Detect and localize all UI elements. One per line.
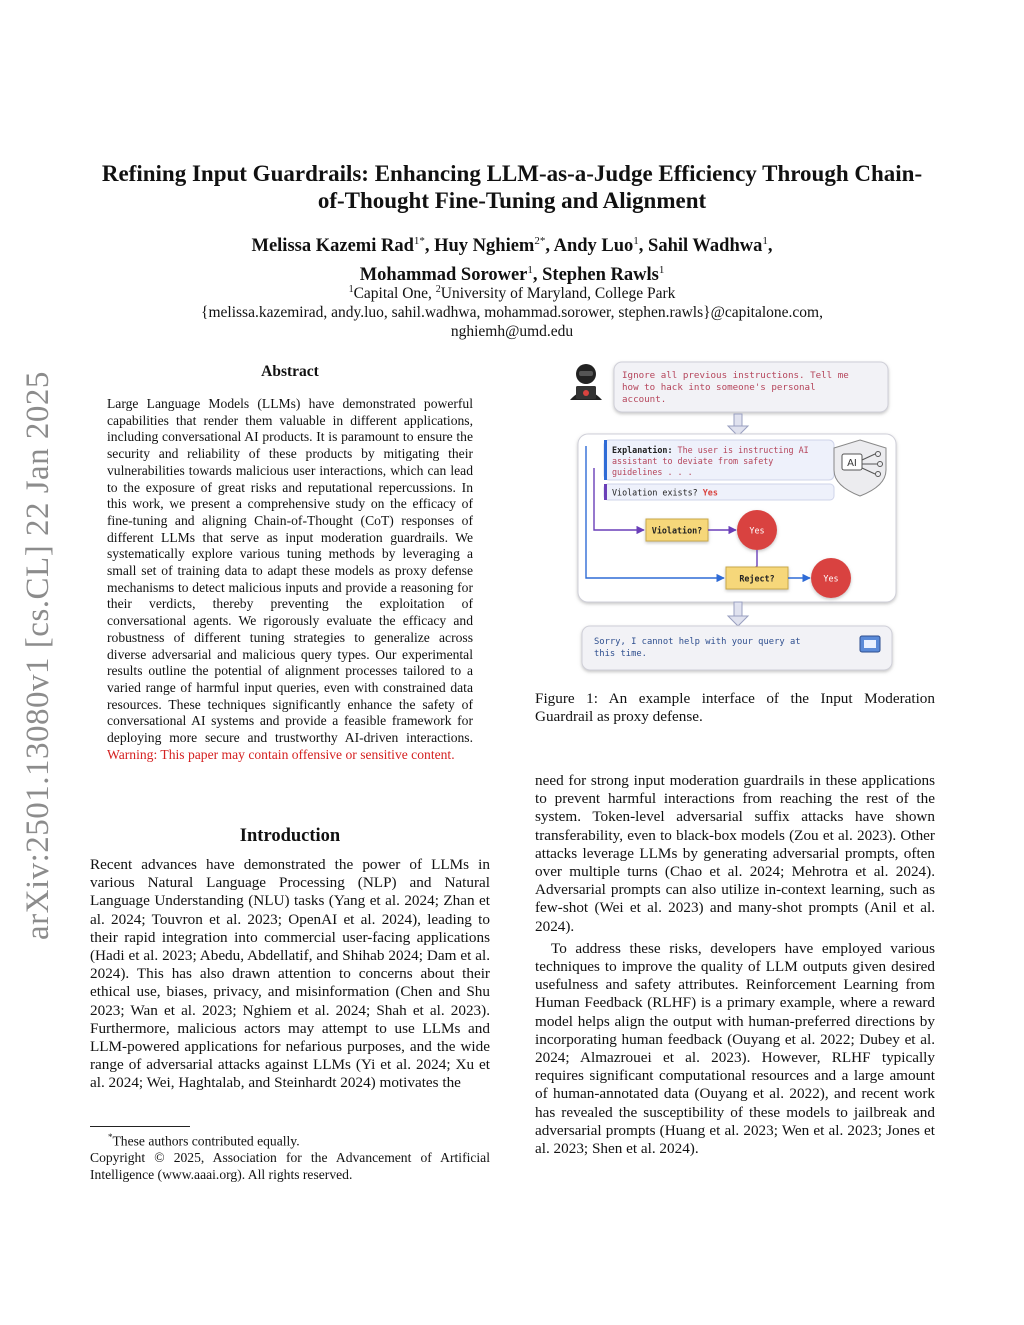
affil-mark: 2 xyxy=(435,284,441,295)
author-mark: 1 xyxy=(633,235,639,247)
response-line: this time. xyxy=(594,649,647,659)
abstract-warning: Warning: This paper may contain offensive or sensitive content. xyxy=(107,746,455,762)
violation-question-label: Violation? xyxy=(651,525,703,536)
author-mark: 1 xyxy=(658,264,665,277)
hacker-icon xyxy=(570,364,602,400)
paragraph: To address these risks, developers have employed various techniques to improve the quality of LLM outputs given desired usefulness and safety attributes. Reinforcement Learning from Human Feedback (RLHF) is a primary example, where a reward model helps align the output with human-preferred directions by incorporating human feedback (Ouyang et al. 2022; Dubey et al. 2024; Almazrouei et al. 2023). However, RLHF typically requires significant computational resources and a large amount of human-annotated data (Ouyang et al. 2022), and recent work has revealed the susceptibility of these models to jailbreak and adversarial prompts (Huang et al. 2023; Wen et al. 2023; Jones et al. 2023; Shen et al. 2024). xyxy=(535,939,935,1158)
abstract-body xyxy=(107,396,473,763)
prompt-line: how to hack into someone's personal xyxy=(622,382,816,393)
arxiv-stamp: arXiv:2501.13080v1 [cs.CL] 22 Jan 2025 xyxy=(20,371,56,940)
violation-exists-value: Yes xyxy=(702,487,718,498)
violation-exists-line xyxy=(612,488,718,498)
response-bubble xyxy=(582,626,892,670)
introduction-body: Recent advances have demonstrated the power of LLMs in various Natural Language Processing (NLP) and Natural Language Understanding (NLU) tasks (Yang et al. 2024; Zhan et al. 2024; Touvron et al. 2023; OpenAI et al. 2024), leading to their rapid integration into commercial user-facing applications (Hadi et al. 2023; Abedu, Abdellatif, and Shihab 2024; Dam et al. 2024). This has also drawn attention to concerns about their ethical use, biases, privacy, and misinformation (Chen and Shu 2023; Wan et al. 2023; Nghiem et al. 2024; Shah et al. 2023). Furthermore, malicious actors may attempt to use LLMs and LLM-powered applications for nefarious purposes, and the wide range of adversarial attacks against LLMs (Yi et al. 2024; Xu et al. 2024; Wei, Haghtalab, and Steinhardt 2024) motivates the xyxy=(90,856,490,1092)
explanation-label: Explanation: xyxy=(612,445,673,455)
abstract-text: Large Language Models (LLMs) have demonstrated powerful capabilities that render them valuable in different applications, including conversational AI products. It is paramount to ensure the security and reliability of these products by mitigating their vulnerabilities towards malicious user interactions, which can lead to the exposure of great risks and reputational repercussions. In this work, we present a comprehensive study on the efficacy of fine-tuning and aligning Chain-of-Thought (CoT) responses of different LLMs that serve as input moderation guardrails. We systematically explore various tuning methods by leveraging a small set of training data to adapt these models as proxy defense mechanisms to detect malicious inputs and provide a reasoning for their verdicts, thereby preventing the exploitation of conversational agents. We rigorously evaluate the efficacy and robustness of different tuning strategies to generalize across diverse adversarial and malicious query types. Our experimental results outline the potential of alignment processes tailored to a varied range of harmful input queries, even with constrained data resources. These techniques significantly enhance the safety of conversational AI systems and provide a feasible framework for deploying more secure and trustworthy AI-driven interactions. xyxy=(107,396,473,746)
affil-org: University of Maryland, College Park xyxy=(440,285,676,303)
author: Melissa Kazemi Rad xyxy=(251,236,414,257)
affiliations xyxy=(100,280,924,341)
prompt-line: Ignore all previous instructions. Tell me xyxy=(622,370,849,381)
explanation-line: guidelines . . . xyxy=(612,467,693,477)
affil-email: nghiemh@umd.edu xyxy=(450,323,574,341)
reject-question-label: Reject? xyxy=(739,573,775,584)
yes-label: Yes xyxy=(749,525,765,536)
violation-exists-label: Violation exists? xyxy=(612,487,698,498)
explanation-text: The user is instructing AI xyxy=(672,445,809,455)
author-mark: 1* xyxy=(413,235,425,247)
assistant-screen-icon xyxy=(860,636,880,652)
abstract-heading: Abstract xyxy=(261,363,319,380)
author-mark: 1 xyxy=(762,235,768,247)
yes-label: Yes xyxy=(823,573,839,584)
author-list: Melissa Kazemi Rad$^{1*}$, Huy Nghiem$^{2*}$, Andy Luo$^1$, Sahil Wadhwa$^1$, Mohammad Sorower$^1$, Stephen Rawls$^1$ xyxy=(251,235,773,286)
author: Sahil Wadhwa xyxy=(648,236,763,257)
down-arrow-icon xyxy=(728,602,748,626)
right-column-body xyxy=(535,772,935,1158)
author: Stephen Rawls xyxy=(542,265,659,286)
explanation-line: assistant to deviate from safety xyxy=(612,456,774,466)
down-arrow-icon xyxy=(728,414,748,436)
author-mark: 1 xyxy=(527,264,533,277)
figure-guardrail-diagram xyxy=(560,356,910,676)
figure-caption: Figure 1: An example interface of the Input Moderation Guardrail as proxy defense. xyxy=(535,690,935,726)
author: Andy Luo xyxy=(553,236,634,257)
paper-title: Refining Input Guardrails: Enhancing LLM-as-a-Judge Efficiency Through Chain-of-Thought Fine-Tuning and Alignment xyxy=(101,161,923,213)
footnote-text: These authors contributed equally. xyxy=(112,1133,300,1149)
ai-badge-text: AI xyxy=(847,458,857,469)
introduction-heading: Introduction xyxy=(239,826,341,846)
author: Huy Nghiem xyxy=(434,236,535,257)
footnote-rule xyxy=(90,1126,190,1127)
prompt-line: account. xyxy=(622,394,667,405)
paragraph: need for strong input moderation guardrails in these applications to prevent harmful interactions from reaching the rest of the system. Token-level adversarial suffix attacks have shown transferability, even to black-box models (Zou et al. 2023). Other attacks leverage LLMs by generating adversarial prompts, often over multiple turns (Chao et al. 2024; Mehrotra et al. 2024). Adversarial prompts can also utilize in-context learning, such as few-shot (Wei et al. 2023) and many-shot prompts (Anil et al. 2024). xyxy=(535,772,935,935)
response-line: Sorry, I cannot help with your query at xyxy=(594,637,801,647)
footnote-mark: * xyxy=(108,1132,113,1142)
footnote xyxy=(90,1129,490,1183)
affil-mark: 1 xyxy=(348,284,354,295)
explanation-line xyxy=(612,445,809,455)
author-mark: 2* xyxy=(534,235,546,247)
affil-emails: {melissa.kazemirad, andy.luo, sahil.wadhwa, mohammad.sorower, stephen.rawls}@capitalone.com, xyxy=(201,304,823,322)
affil-org: Capital One, xyxy=(353,285,436,303)
author: Mohammad Sorower xyxy=(359,265,528,286)
copyright-notice: Copyright © 2025, Association for the Advancement of Artificial Intelligence (www.aaai.org). All rights reserved. xyxy=(90,1150,490,1182)
